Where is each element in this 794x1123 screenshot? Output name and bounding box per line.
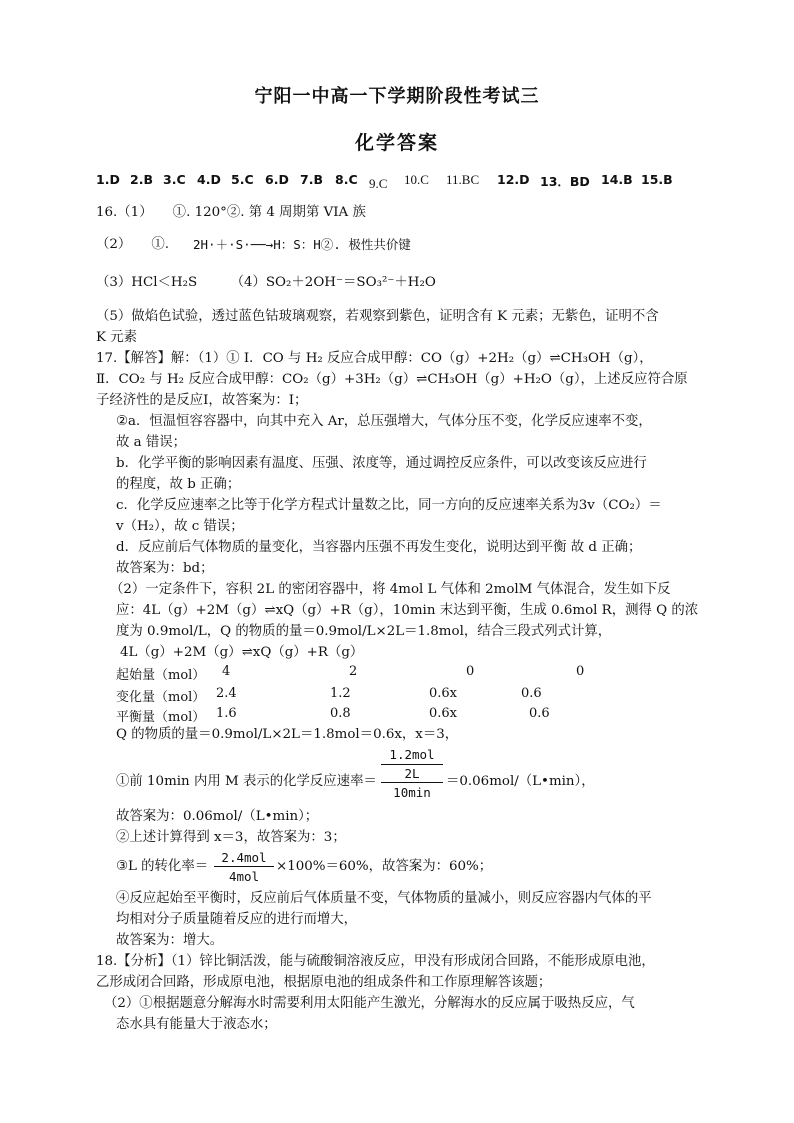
q17-line: c．化学反应速率之比等于化学方程式计量数之比，同一方向的反应速率关系为3v（CO₂）＝ <box>116 498 662 513</box>
conversion-result: ×100%＝60%，故答案为：60%； <box>276 859 493 874</box>
table-cell: 1.2 <box>330 686 351 701</box>
q18-line: （2）①根据题意分解海水时需要利用太阳能产生激光，分解海水的反应属于吸热反应，气 <box>104 996 635 1011</box>
q17-line: 故 a 错误； <box>116 435 187 450</box>
q17-line: 子经济性的是反应Ⅰ，故答案为：Ⅰ； <box>96 393 308 408</box>
q18-line: 18.【分析】（1）锌比铜活泼，能与硫酸铜溶液反应，甲没有形成闭合回路，不能形成原电池， <box>96 954 655 969</box>
table-row-label: 平衡量（mol） <box>116 710 206 725</box>
answer-item: 7.B <box>300 172 323 187</box>
q17-line: b．化学平衡的影响因素有温度、压强、浓度等，通过调控反应条件，可以改变该反应进行 <box>116 456 647 471</box>
table-cell: 2 <box>349 664 358 679</box>
answer-item: 14.B <box>601 172 633 187</box>
conversion-fraction-bar <box>214 866 274 867</box>
table-cell: 0.8 <box>330 706 351 721</box>
table-cell: 0.6 <box>529 706 550 721</box>
q17-line: 故答案为：bd； <box>116 561 214 576</box>
answer-item: 12.D <box>497 172 530 187</box>
q18-line: 态水具有能量大于液态水； <box>116 1017 277 1032</box>
q18-line: 乙形成闭合回路，形成原电池，根据原电池的组成条件和工作原理解答该题； <box>96 975 552 990</box>
rate-result: ＝0.06mol/（L•min）， <box>446 774 595 789</box>
table-cell: 0.6x <box>429 686 458 701</box>
answer-item: 9.C <box>369 176 388 191</box>
q17-line: v（H₂），故 c 错误； <box>116 519 244 534</box>
table-cell: 0 <box>576 664 585 679</box>
q17-line: Ⅱ．CO₂ 与 H₂ 反应合成甲醇：CO₂（g）+3H₂（g）⇌CH₃OH（g）+H₂O（g），上述反应符合原 <box>96 372 688 387</box>
table-row-label: 变化量（mol） <box>116 690 206 705</box>
electron-formula: 2H·＋·S·──→H：S：H②. 极性共价键 <box>193 237 411 252</box>
rate-inner-denominator: 2L <box>404 766 420 781</box>
answer-item: 4.D <box>197 172 221 187</box>
q17-line: 故答案为：0.06mol/（L•min）； <box>116 809 319 824</box>
q17-line: 的程度，故 b 正确； <box>116 477 241 492</box>
table-cell: 0.6 <box>521 686 542 701</box>
q17-line: Q 的物质的量＝0.9mol/L×2L＝1.8mol＝0.6x，x＝3， <box>116 727 459 742</box>
answer-item: 2.B <box>130 172 153 187</box>
table-cell: 4 <box>222 664 231 679</box>
page-subtitle: 化学答案 <box>354 132 439 154</box>
conversion-denominator: 4mol <box>228 869 260 884</box>
q17-line: 度为 0.9mol/L，Q 的物质的量＝0.9mol/L×2L＝1.8mol，结合三段式列式计算， <box>116 624 612 639</box>
q17-line: ④反应起始至平衡时，反应前后气体质量不变，气体物质的量减小，则反应容器内气体的平 <box>116 891 652 906</box>
conversion-numerator: 2.4mol <box>221 850 267 865</box>
answer-item: 5.C <box>231 172 254 187</box>
table-row-label: 起始量（mol） <box>116 668 206 683</box>
q17-line: 应：4L（g）+2M（g）⇌xQ（g）+R（g），10min 末达到平衡，生成 0.6mol R，测得 Q 的浓 <box>116 603 699 618</box>
page-title: 宁阳一中高一下学期阶段性考试三 <box>254 86 540 107</box>
q17-line: 故答案为：增大。 <box>116 933 224 948</box>
answer-item: 15.B <box>641 172 673 187</box>
answer-item: 8.C <box>335 172 358 187</box>
q17-line: d．反应前后气体物质的量变化，当容器内压强不再发生变化，说明达到平衡 故 d 正确； <box>116 540 642 555</box>
q17-equation: 4L（g）+2M（g）⇌xQ（g）+R（g） <box>120 645 364 660</box>
answer-item: 6.D <box>265 172 289 187</box>
q16-line: （5）做焰色试验，透过蓝色钴玻璃观察，若观察到紫色，证明含有 K 元素；无紫色，证明不含 <box>96 309 659 324</box>
q16-line: K 元素 <box>96 330 138 345</box>
rate-fraction-bar <box>381 782 443 783</box>
answer-item: 13．BD <box>540 174 590 189</box>
rate-text: ①前 10min 内用 M 表示的化学反应速率＝ <box>116 774 377 789</box>
q17-line: 均相对分子质量随着反应的进行而增大， <box>116 912 358 927</box>
q17-line: （2）一定条件下，容积 2L 的密闭容器中，将 4mol L 气体和 2molM 气体混合，发生如下反 <box>110 582 671 597</box>
q17-line: 17.【解答】解：（1）① Ⅰ．CO 与 H₂ 反应合成甲醇：CO（g）+2H₂（g）⇌CH₃OH（g）， <box>96 351 653 366</box>
table-cell: 0 <box>466 664 475 679</box>
q16-line: （3）HCl＜H₂S （4）SO₂＋2OH⁻＝SO₃²⁻＋H₂O <box>96 275 436 290</box>
q17-line: ②a．恒温恒容容器中，向其中充入 Ar，总压强增大，气体分压不变，化学反应速率不变， <box>116 414 652 429</box>
table-cell: 1.6 <box>216 706 237 721</box>
q16-line: （2） ①. <box>96 237 170 252</box>
q17-line: ②上述计算得到 x＝3，故答案为：3； <box>116 830 346 845</box>
q16-line: 16.（1） ①. 120°②. 第 4 周期第 VIA 族 <box>96 205 366 220</box>
rate-numerator: 1.2mol <box>389 747 435 762</box>
answer-item: 1.D <box>96 172 120 187</box>
rate-inner-fraction-bar <box>381 764 443 765</box>
answer-item: 10.C <box>404 172 429 187</box>
answer-item: 3.C <box>163 172 186 187</box>
table-cell: 2.4 <box>216 686 237 701</box>
conversion-text: ③L 的转化率＝ <box>116 859 209 874</box>
table-cell: 0.6x <box>429 706 458 721</box>
rate-denominator: 10min <box>393 785 431 800</box>
answer-item: 11.BC <box>446 172 480 187</box>
